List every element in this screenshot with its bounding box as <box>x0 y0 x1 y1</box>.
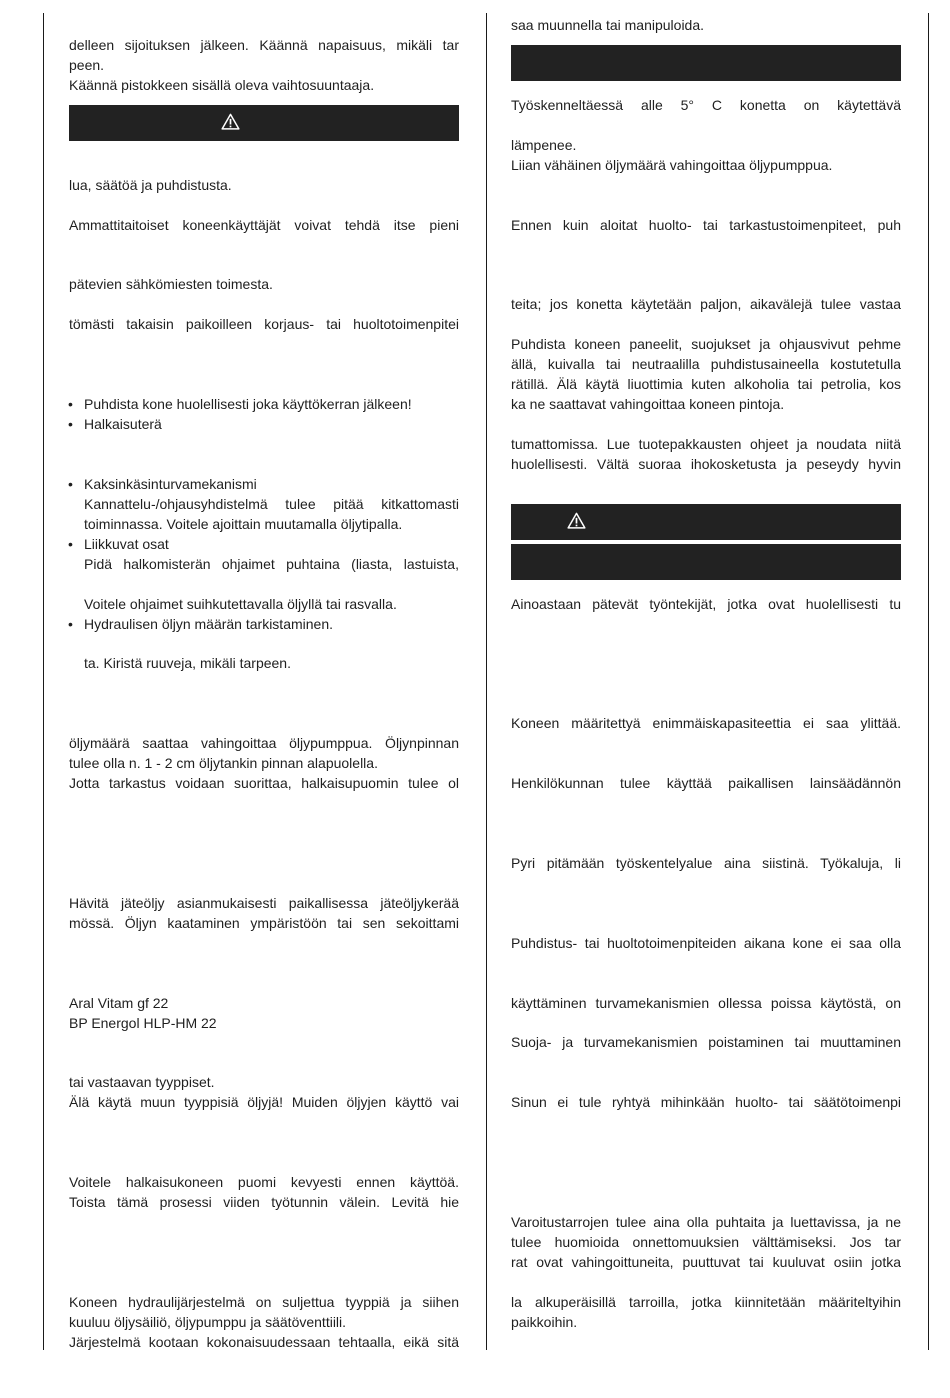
body-text-line: Sinun ei tule ryhtyä mihinkään huolto- tai säätötoimenpi <box>511 1094 901 1110</box>
body-text-line: Ainoastaan pätevät työntekijät, jotka ovat huolellisesti tu <box>511 596 901 612</box>
body-text-line: Voitele ohjaimet suihkutettavalla öljyllä tai rasvalla. <box>84 596 397 612</box>
body-text-line: tai vastaavan tyyppiset. <box>69 1074 215 1090</box>
body-text-line: ka ne saattavat vahingoittaa koneen pintoja. <box>511 396 785 412</box>
body-text-line: tulee olla n. 1 - 2 cm öljytankin pinnan alapuolella. <box>69 755 378 771</box>
left-margin-rule <box>43 13 44 1350</box>
body-text-line: öljymäärä saattaa vahingoittaa öljypumppua. Öljynpinnan <box>69 735 459 751</box>
body-text-line: Toista tämä prosessi viiden työtunnin välein. Levitä hie <box>69 1194 459 1210</box>
body-text-line: Henkilökunnan tulee käyttää paikallisen lainsäädännön <box>511 775 901 791</box>
warning-heading-bar <box>511 504 901 540</box>
right-margin-rule <box>928 13 929 1350</box>
body-text-line: Suoja- ja turvamekanismien poistaminen tai muuttaminen <box>511 1034 901 1050</box>
warning-triangle-icon <box>567 512 586 529</box>
bullet-text: Kaksinkäsinturvamekanismi <box>84 476 257 492</box>
bullet-list-item <box>68 474 459 494</box>
column-divider-rule <box>486 13 487 1350</box>
section-heading-bar <box>511 45 901 81</box>
body-text-line: Koneen määritettyä enimmäiskapasiteettia ei saa ylittää. <box>511 715 901 731</box>
section-heading-bar <box>511 544 901 580</box>
bullet-marker: • <box>68 396 73 412</box>
body-text-line: Varoitustarrojen tulee aina olla puhtaita ja luettavissa, ja ne <box>511 1214 901 1230</box>
body-text-line: delleen sijoituksen jälkeen. Käännä napaisuus, mikäli tar <box>69 37 459 53</box>
warning-triangle-icon <box>221 113 240 130</box>
bullet-list-item <box>68 394 459 414</box>
body-text-line: lua, säätöä ja puhdistusta. <box>69 177 232 193</box>
warning-heading-bar <box>69 105 459 141</box>
bullet-text: Liikkuvat osat <box>84 536 169 552</box>
bullet-marker: • <box>68 536 73 552</box>
body-text-line: mössä. Öljyn kaataminen ympäristöön tai sen sekoittami <box>69 915 459 931</box>
body-text-line: Järjestelmä kootaan kokonaisuudessaan tehtaalla, eikä sitä <box>69 1334 459 1350</box>
body-text-line: Koneen hydraulijärjestelmä on suljettua tyyppiä ja siihen <box>69 1294 459 1310</box>
bullet-list-item <box>68 414 459 434</box>
body-text-line: Ennen kuin aloitat huolto- tai tarkastustoimenpiteet, puh <box>511 217 901 233</box>
body-text-line: Aral Vitam gf 22 <box>69 995 169 1011</box>
body-text-line: paikkoihin. <box>511 1314 578 1330</box>
body-text-line: Käännä pistokkeen sisällä oleva vaihtosuuntaaja. <box>69 77 375 93</box>
body-text-line: lämpenee. <box>511 137 577 153</box>
body-text-line: peen. <box>69 57 105 73</box>
body-text-line: Pidä halkomisterän ohjaimet puhtaina (liasta, lastuista, <box>84 556 459 572</box>
body-text-line: la alkuperäisillä tarroilla, jotka kiinnitetään määriteltyihin <box>511 1294 901 1310</box>
body-text-line: Liian vähäinen öljymäärä vahingoittaa öljypumppua. <box>511 157 833 173</box>
bullet-text: Puhdista kone huolellisesti joka käyttökerran jälkeen! <box>84 396 412 412</box>
bullet-marker: • <box>68 616 73 632</box>
body-text-line: ta. Kiristä ruuveja, mikäli tarpeen. <box>84 655 291 671</box>
body-text-line: Jotta tarkastus voidaan suorittaa, halkaisupuomin tulee ol <box>69 775 459 791</box>
bullet-marker: • <box>68 476 73 492</box>
body-text-line: rätillä. Älä käytä liuottimia kuten alkoholia tai petrolia, kos <box>511 376 901 392</box>
body-text-line: Kannattelu-/ohjausyhdistelmä tulee pitää kitkattomasti <box>84 496 459 512</box>
body-text-line: ällä, kuivalla tai neutraalilla puhdistusaineella kostutetulla <box>511 356 901 372</box>
body-text-line: saa muunnella tai manipuloida. <box>511 17 705 33</box>
body-text-line: Voitele halkaisukoneen puomi kevyesti ennen käyttöä. <box>69 1174 459 1190</box>
bullet-text: Hydraulisen öljyn määrän tarkistaminen. <box>84 616 333 632</box>
body-text-line: tulee huomioida onnettomuuksien välttämiseksi. Jos tar <box>511 1234 901 1250</box>
body-text-line: teita; jos konetta käytetään paljon, aikavälejä tulee vastaa <box>511 296 901 312</box>
body-text-line: pätevien sähkömiesten toimesta. <box>69 276 273 292</box>
body-text-line: tumattomissa. Lue tuotepakkausten ohjeet ja noudata niitä <box>511 436 901 452</box>
body-text-line: Älä käytä muun tyyppisiä öljyjä! Muiden öljyjen käyttö vai <box>69 1094 459 1110</box>
body-text-line: Hävitä jäteöljy asianmukaisesti paikallisessa jäteöljykerää <box>69 895 459 911</box>
bullet-list-item <box>68 614 459 634</box>
body-text-line: Ammattitaitoiset koneenkäyttäjät voivat tehdä itse pieni <box>69 217 459 233</box>
body-text-line: rat ovat vahingoittuneita, puuttuvat tai kuuluvat osiin jotka <box>511 1254 901 1270</box>
body-text-line: kuuluu öljysäiliö, öljypumppu ja säätöventtiili. <box>69 1314 347 1330</box>
body-text-line: toiminnassa. Voitele ajoittain muutamalla öljytipalla. <box>84 516 403 532</box>
body-text-line: Puhdistus- tai huoltotoimenpiteiden aikana kone ei saa olla <box>511 935 901 951</box>
body-text-line: Puhdista koneen paneelit, suojukset ja ohjausvivut pehme <box>511 336 901 352</box>
body-text-line: BP Energol HLP-HM 22 <box>69 1015 217 1031</box>
body-text-line: Työskenneltäessä alle 5° C konetta on käytettävä <box>511 97 901 113</box>
body-text-line: Pyri pitämään työskentelyalue aina siistinä. Työkaluja, li <box>511 855 901 871</box>
bullet-list-item <box>68 534 459 554</box>
bullet-marker: • <box>68 416 73 432</box>
body-text-line: huolellisesti. Vältä suoraa ihokosketusta ja peseydy hyvin <box>511 456 901 472</box>
body-text-line: tömästi takaisin paikoilleen korjaus- tai huoltotoimenpitei <box>69 316 459 332</box>
bullet-text: Halkaisuterä <box>84 416 162 432</box>
body-text-line: käyttäminen turvamekanismien ollessa poissa käytöstä, on <box>511 995 901 1011</box>
